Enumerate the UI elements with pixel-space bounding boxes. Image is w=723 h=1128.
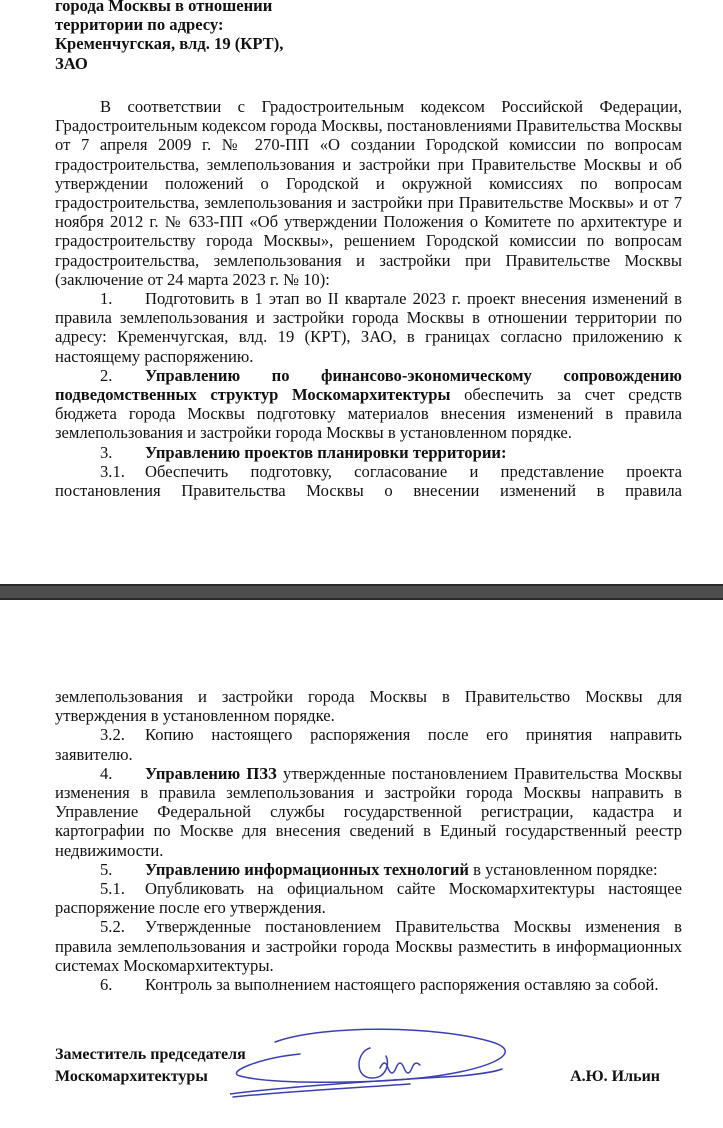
header-line: территории по адресу: [55, 15, 224, 35]
preamble-paragraph: В соответствии с Градостроительным кодексом Российской Федерации, Градостроительным кодексом города Москвы, постановлениями Правительства Москвы от 7 апреля 2009 г. № 270-ПП «О создании Городской комиссии по вопросам градостроительства, землепользования и застройки при Правительстве Москвы и об утверждении положений о Городской и окружной комиссиях по вопросам градостроительства, землепользования и застройки при Правительстве Москвы» и от 7 ноября 2012 г. № 633-ПП «Об утверждении Положения о Комитете по архитектуре и градостроительству города Москвы», решением Городской комиссии по вопросам градостроительства, землепользования и застройки при Правительстве Москвы (заключение от 24 марта 2023 г. № 10): [55, 97, 682, 289]
item-number: 4. [100, 763, 113, 783]
item-5 [55, 860, 682, 879]
header-line: Кременчугская, влд. 19 (КРТ), [55, 34, 284, 54]
item-2 [55, 366, 682, 443]
item-number: 3.2. [100, 725, 125, 745]
item-text: Копию настоящего распоряжения после его принятия направить заявителю. [55, 725, 682, 764]
item-text: в установленном порядке: [468, 859, 658, 879]
item-text: Утвержденные постановлением Правительства Москвы изменения в правила землепользования и застройки города Москвы разместить в информационных системах Москомархитектуры. [55, 917, 682, 975]
item-text: обеспечить за счет средств бюджета города Москвы подготовку материалов внесения изменений в правила землепользования и застройки города Москвы в установленном порядке. [55, 385, 682, 443]
item-number: 3.1. [100, 461, 125, 481]
item-number: 1. [100, 289, 113, 309]
item-5-2 [55, 917, 682, 975]
item-3 [55, 443, 682, 462]
signer-name: А.Ю. Ильин [570, 1068, 660, 1085]
document-body-page2 [55, 687, 682, 994]
document-header [55, 0, 682, 73]
item-text: Подготовить в 1 этап во II квартале 2023 г. проект внесения изменений в правила землепользования и застройки города Москвы в отношении территории по адресу: Кременчугская, влд. 19 (КРТ), ЗАО, в границах согласно приложению к настоящему распоряжению. [55, 289, 682, 366]
item-number: 5. [100, 859, 113, 879]
item-3-1 [55, 462, 682, 500]
item-6 [55, 975, 682, 994]
item-bold-text: Управлению по финансово-экономическому сопровождению подведомственных структур Москомархитектуры [55, 365, 682, 405]
page-separator [0, 584, 723, 600]
item-1 [55, 289, 682, 366]
item-text: Контроль за выполнением настоящего распоряжения оставляю за собой. [145, 975, 659, 995]
signature-block [55, 1044, 682, 1088]
item-number: 6. [100, 975, 113, 995]
item-3-2 [55, 725, 682, 763]
header-line: города Москвы в отношении [55, 0, 273, 15]
document-body-page1 [55, 97, 682, 500]
item-number: 5.1. [100, 879, 125, 899]
item-bold-text: Управлению проектов планировки территории: [145, 442, 507, 462]
item-4 [55, 764, 682, 860]
item-5-1 [55, 879, 682, 917]
item-number: 5.2. [100, 917, 125, 937]
item-number: 2. [100, 365, 113, 385]
header-line: ЗАО [55, 53, 88, 73]
item-number: 3. [100, 442, 113, 462]
item-bold-text: Управлению ПЗЗ [145, 763, 277, 783]
signer-position: Заместитель председателя [55, 1046, 246, 1063]
signer-organization: Москомархитектуры [55, 1068, 208, 1085]
item-3-1-continuation: землепользования и застройки города Москвы в Правительство Москвы для утверждения в установленном порядке. [55, 687, 682, 726]
item-text: Опубликовать на официальном сайте Москомархитектуры настоящее распоряжение после его утверждения. [55, 879, 682, 918]
item-text: утвержденные постановлением Правительства Москвы изменения в правила землепользования и застройки города Москвы направить в Управление Федеральной службы государственной регистрации, кадастра и картографии по Москве для внесения сведений в Единый государственный реестр недвижимости. [55, 763, 682, 860]
item-text: Обеспечить подготовку, согласование и представление проекта постановления Правительства Москвы о внесении изменений в правила [55, 461, 682, 501]
item-bold-text: Управлению информационных технологий [145, 859, 469, 879]
